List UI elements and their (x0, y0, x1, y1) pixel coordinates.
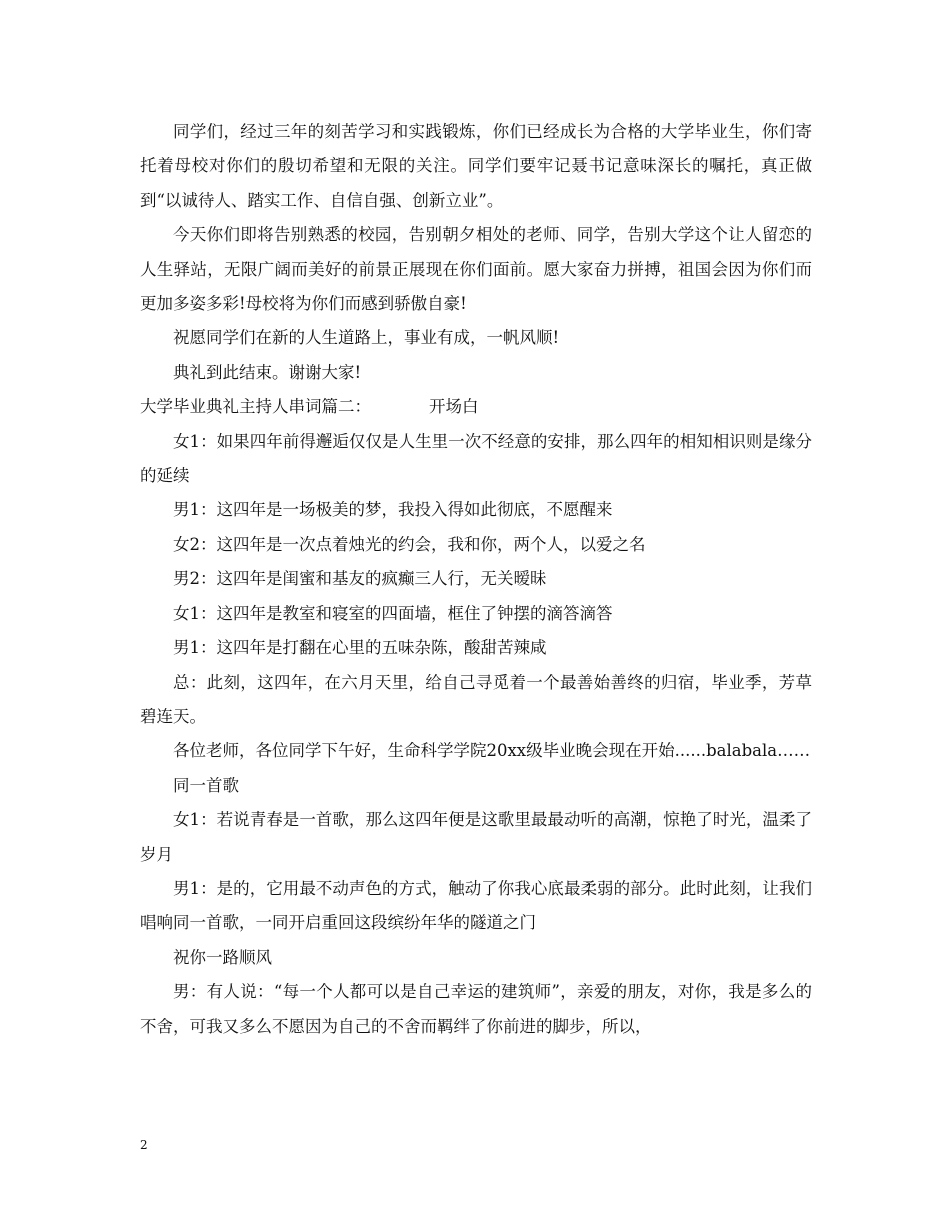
paragraph-4: 典礼到此结束。谢谢大家! (173, 362, 362, 382)
script-line-6: 男1：这四年是打翻在心里的五味杂陈，酸甜苦辣咸 (173, 638, 547, 658)
paragraph-1: 同学们，经过三年的刻苦学习和实践锻炼，你们已经成长为合格的大学毕业生，你们寄托着母校对你们的殷切希望和无限的关注。同学们要牢记聂书记意味深长的嘱托，真正做到“以诚待人、踏实工作、自信自强、创新立业”。 (140, 122, 812, 210)
paragraph-3: 祝愿同学们在新的人生道路上，事业有成，一帆风顺! (173, 328, 560, 348)
song-title-2: 祝你一路顺风 (173, 947, 272, 967)
script-line-1: 女1：如果四年前得邂逅仅仅是人生里一次不经意的安排，那么四年的相知相识则是缘分的延续 (140, 431, 812, 486)
section-heading (140, 390, 812, 424)
section-heading-subtitle: 开场白 (429, 397, 479, 417)
script-line-9: 女1：若说青春是一首歌，那么这四年便是这歌里最最动听的高潮，惊艳了时光，温柔了岁月 (140, 810, 812, 864)
section-heading-title: 大学毕业典礼主持人串词篇二： (140, 397, 371, 417)
script-line-10: 男1：是的，它用最不动声色的方式，触动了你我心底最柔弱的部分。此时此刻，让我们唱响同一首歌，一同开启重回这段缤纷年华的隧道之门 (140, 878, 812, 933)
page-number: 2 (140, 1138, 148, 1152)
paragraph-2: 今天你们即将告别熟悉的校园，告别朝夕相处的老师、同学，告别大学这个让人留恋的人生驿站，无限广阔而美好的前景正展现在你们面前。愿大家奋力拼搏，祖国会因为你们而更加多姿多彩!母校将为你们而感到骄傲自豪! (140, 225, 812, 314)
script-line-3: 女2：这四年是一次点着烛光的约会，我和你，两个人，以爱之名 (173, 534, 646, 554)
song-title-1: 同一首歌 (173, 775, 239, 795)
script-line-11: 男：有人说：“每一个人都可以是自己幸运的建筑师”，亲爱的朋友，对你，我是多么的不舍，可我又多么不愿因为自己的不舍而羁绊了你前进的脚步，所以， (140, 982, 812, 1036)
script-line-7: 总：此刻，这四年，在六月天里，给自己寻觅着一个最善始善终的归宿，毕业季，芳草碧连天。 (140, 672, 812, 726)
script-line-2: 男1：这四年是一场极美的梦，我投入得如此彻底，不愿醒来 (173, 500, 613, 520)
script-line-5: 女1：这四年是教室和寝室的四面墙，框住了钟摆的滴答滴答 (173, 603, 613, 623)
script-line-4: 男2：这四年是闺蜜和基友的疯癫三人行，无关暧昧 (173, 569, 547, 589)
script-line-8: 各位老师，各位同学下午好，生命科学学院20xx级毕业晚会现在开始......balabala…… (173, 741, 811, 761)
body-text (140, 115, 812, 1044)
